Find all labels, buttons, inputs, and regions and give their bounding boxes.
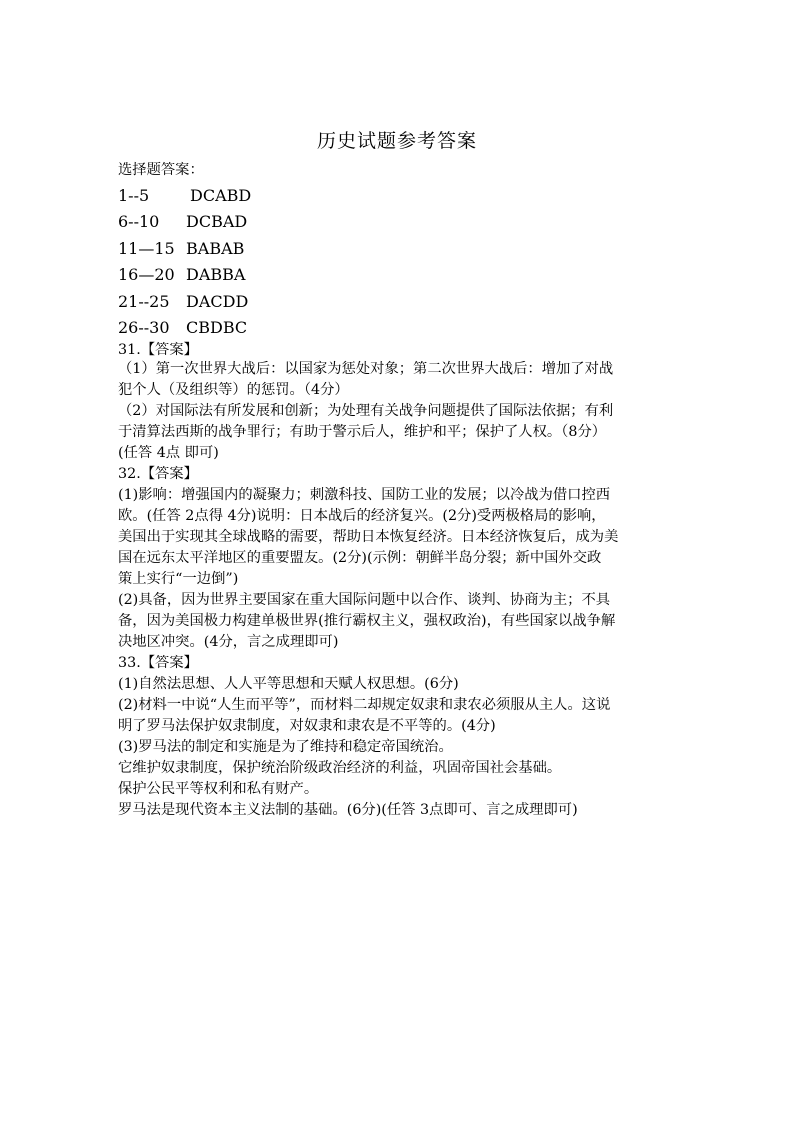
mc-letters: DABBA <box>186 265 246 284</box>
q33-line: (3)罗马法的制定和实施是为了维持和稳定帝国统治。 <box>118 739 453 755</box>
q32-line: 备，因为美国极力构建单极世界(推行霸权主义，强权政治)，有些国家以战争解 <box>118 613 616 629</box>
q32-heading: 32.【答案】 <box>118 466 198 482</box>
mc-answer-row <box>118 238 244 260</box>
q33-line: 罗马法是现代资本主义法制的基础。(6分)(任答 3点即可、言之成理即可) <box>118 802 578 818</box>
mc-range: 11—15 <box>118 239 175 258</box>
mc-range: 16—20 <box>118 265 175 284</box>
q32-line: 国在远东太平洋地区的重要盟友。(2分)(示例：朝鲜半岛分裂；新中国外交政 <box>118 550 602 566</box>
q32-line: 决地区冲突。(4分，言之成理即可) <box>118 634 339 650</box>
q33-line: 保护公民平等权利和私有财产。 <box>118 781 319 797</box>
mc-answer-row <box>118 291 248 313</box>
q32-line: (2)具备，因为世界主要国家在重大国际问题中以合作、谈判、协商为主；不具 <box>118 592 611 608</box>
mc-range: 26--30 <box>118 318 170 337</box>
mc-letters: BABAB <box>186 239 245 258</box>
mc-letters: CBDBC <box>186 318 248 337</box>
mc-answer-row <box>118 317 247 339</box>
q32-line: 美国出于实现其全球战略的需要，帮助日本恢复经济。日本经济恢复后，成为美 <box>118 529 619 545</box>
q31-line: （2）对国际法有所发展和创新；为处理有关战争问题提供了国际法依据；有利 <box>118 403 614 419</box>
mc-range: 21--25 <box>118 292 170 311</box>
q31-heading: 31.【答案】 <box>118 342 198 358</box>
mc-answer-row <box>118 264 245 286</box>
q32-line: (1)影响：增强国内的凝聚力；刺激科技、国防工业的发展；以冷战为借口控西 <box>118 487 611 503</box>
q33-line: (1)自然法思想、人人平等思想和天赋人权思想。(6分) <box>118 676 459 692</box>
q33-line: 它维护奴隶制度，保护统治阶级政治经济的利益，巩固帝国社会基础。 <box>118 760 562 776</box>
q32-line: 策上实行“一边倒”) <box>118 571 239 587</box>
mc-answer-row <box>118 185 251 207</box>
q31-line: 犯个人（及组织等）的惩罚。（4分） <box>118 382 349 398</box>
page-title: 历史试题参考答案 <box>316 130 477 152</box>
mc-letters: DACDD <box>186 292 249 311</box>
q31-line: 于清算法西斯的战争罪行；有助于警示后人，维护和平；保护了人权。（8分） <box>118 424 607 440</box>
q31-line: （1）第一次世界大战后：以国家为惩处对象；第二次世界大战后：增加了对战 <box>118 361 614 377</box>
q32-line: 欧。(任答 2点得 4分)说明：日本战后的经济复兴。(2分)受两极格局的影响， <box>118 508 606 524</box>
q33-line: (2)材料一中说“人生而平等”，而材料二却规定奴隶和隶农必须服从主人。这说 <box>118 697 611 713</box>
mc-answer-row <box>118 211 247 233</box>
q33-line: 明了罗马法保护奴隶制度，对奴隶和隶农是不平等的。(4分) <box>118 718 496 734</box>
mc-letters: DCBAD <box>186 212 248 231</box>
mc-heading: 选择题答案： <box>118 162 204 178</box>
mc-range: 6--10 <box>118 212 160 231</box>
q33-heading: 33.【答案】 <box>118 655 198 671</box>
mc-letters: DCABD <box>190 186 252 205</box>
mc-range: 1--5 <box>118 186 150 205</box>
q31-line: (任答 4点 即可) <box>118 445 219 461</box>
